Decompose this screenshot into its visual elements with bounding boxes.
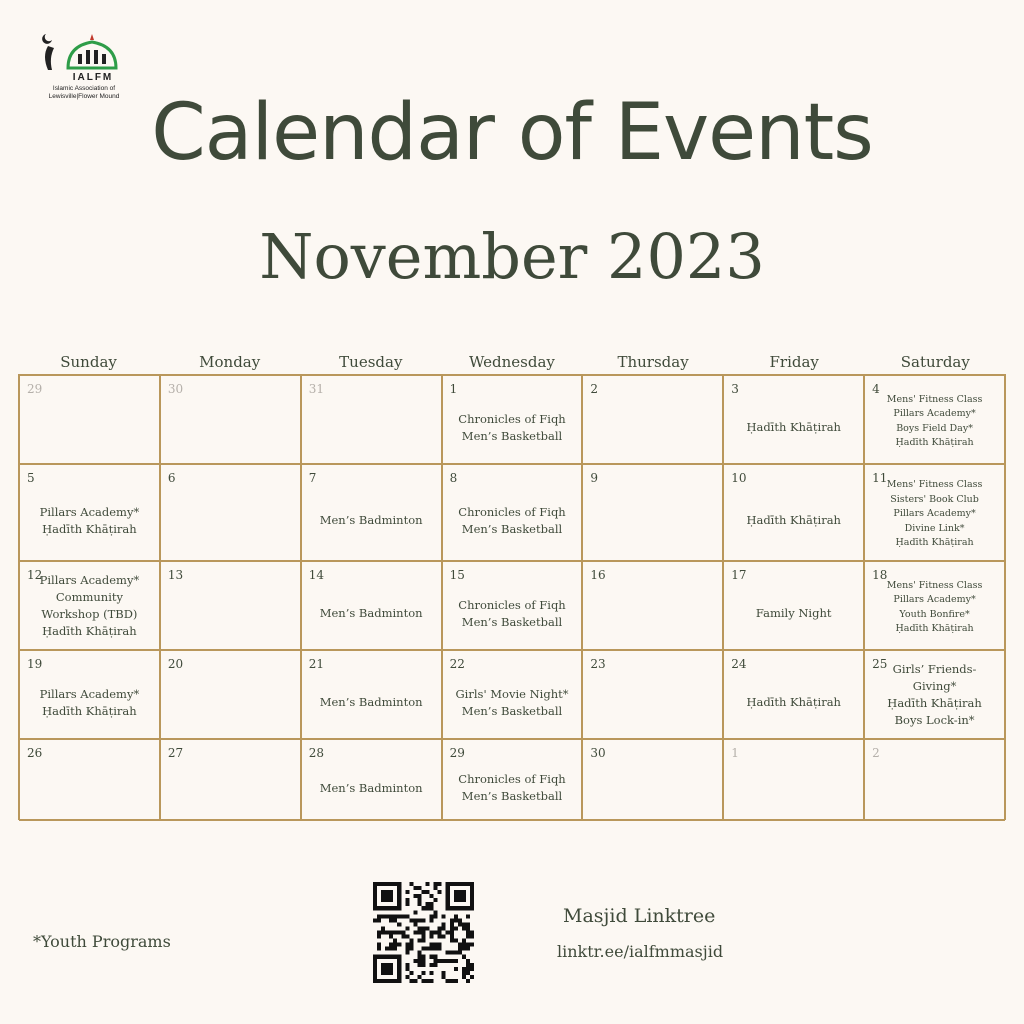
day-cell — [19, 561, 160, 650]
day-number: 29 — [27, 382, 43, 396]
day-cell — [160, 375, 301, 464]
month-title: November 2023 — [259, 220, 765, 293]
event-item: Pillars Academy* — [39, 572, 140, 587]
day-cell — [442, 739, 583, 821]
event-item: Giving* — [912, 678, 957, 693]
event-list — [724, 651, 863, 738]
day-cell — [442, 375, 583, 464]
event-list — [443, 562, 582, 649]
page-title: Calendar of Events — [151, 88, 873, 178]
day-cell — [19, 739, 160, 821]
event-item: Community — [55, 589, 123, 604]
event-list — [20, 562, 159, 649]
day-number: 31 — [308, 382, 324, 396]
event-list — [443, 740, 582, 820]
day-cell — [864, 561, 1005, 650]
event-item: Family Night — [755, 606, 832, 620]
event-item: Ḥadīth Khāṭirah — [887, 695, 982, 710]
qr-code-icon[interactable] — [373, 882, 474, 983]
event-item: Chronicles of Fiqh — [458, 597, 566, 612]
day-cell — [19, 375, 160, 464]
day-cell — [160, 464, 301, 561]
event-list — [724, 465, 863, 560]
event-item: Girls' Movie Night* — [455, 686, 569, 701]
event-list — [865, 376, 1004, 463]
event-item: Men’s Basketball — [461, 789, 563, 803]
day-cell — [864, 739, 1005, 821]
event-list — [20, 465, 159, 560]
event-item: Mens' Fitness Class — [886, 579, 983, 591]
day-cell — [582, 561, 723, 650]
day-number: 15 — [449, 568, 465, 582]
event-item: Divine Link* — [904, 522, 965, 534]
event-item: Men’s Badminton — [319, 513, 423, 527]
event-item: Ḥadīth Khāṭirah — [42, 623, 137, 638]
day-number: 13 — [167, 568, 184, 582]
event-item: Ḥadīth Khāṭirah — [746, 513, 841, 527]
day-cell — [582, 464, 723, 561]
day-number: 26 — [27, 746, 43, 760]
weekday-friday: Friday — [769, 353, 819, 371]
event-item: Ḥadīth Khāṭirah — [42, 521, 137, 536]
event-item: Youth Bonfire* — [899, 608, 970, 620]
day-number: 25 — [872, 657, 888, 671]
day-number: 6 — [167, 471, 176, 485]
day-number: 2 — [872, 746, 880, 760]
day-cell — [442, 464, 583, 561]
day-number: 9 — [590, 471, 599, 485]
day-cell — [864, 650, 1005, 739]
day-cell — [19, 650, 160, 739]
day-number: 1 — [449, 382, 458, 396]
weekday-saturday: Saturday — [900, 353, 970, 371]
event-list — [302, 465, 441, 560]
weekday-thursday: Thursday — [617, 353, 689, 371]
logo-text: IALFM — [72, 72, 114, 83]
event-item: Ḥadīth Khāṭirah — [895, 623, 974, 634]
event-item: Ḥadīth Khāṭirah — [746, 420, 841, 434]
linktree-title: Masjid Linktree — [563, 905, 716, 927]
event-item: Ḥadīth Khāṭirah — [895, 537, 974, 549]
day-cell — [864, 464, 1005, 561]
day-cell — [160, 739, 301, 821]
event-item: Ḥadīth Khāṭirah — [895, 437, 974, 448]
day-number: 14 — [308, 568, 324, 582]
day-number: 28 — [308, 746, 324, 760]
day-cell — [864, 375, 1005, 464]
event-list — [724, 376, 863, 463]
day-number: 19 — [27, 657, 43, 671]
event-item: Sisters' Book Club — [890, 493, 979, 505]
day-cell — [442, 561, 583, 650]
weekday-tuesday: Tuesday — [339, 353, 403, 371]
event-item: Mens' Fitness Class — [886, 393, 983, 405]
day-cell — [160, 561, 301, 650]
event-list — [443, 376, 582, 463]
day-cell — [442, 650, 583, 739]
day-number: 4 — [872, 382, 880, 396]
event-list — [724, 562, 863, 649]
day-cell — [301, 375, 442, 464]
day-cell — [582, 739, 723, 821]
youth-programs-note: *Youth Programs — [33, 932, 171, 951]
event-item: Girls’ Friends- — [892, 661, 977, 676]
event-item: Workshop (TBD) — [41, 606, 138, 621]
day-cell — [723, 650, 864, 739]
event-item: Men’s Badminton — [319, 780, 423, 795]
event-item: Men’s Basketball — [461, 703, 563, 718]
day-number: 20 — [167, 657, 184, 671]
day-number: 5 — [27, 471, 35, 485]
event-item: Pillars Academy* — [39, 686, 140, 701]
event-list — [865, 651, 1004, 738]
event-item: Men’s Basketball — [461, 614, 563, 629]
day-cell — [723, 464, 864, 561]
day-number: 16 — [590, 568, 606, 582]
event-item: Chronicles of Fiqh — [458, 411, 566, 426]
weekday-header — [18, 353, 1006, 371]
day-number: 23 — [590, 657, 606, 671]
day-number: 30 — [590, 746, 606, 760]
event-list — [865, 562, 1004, 649]
event-item: Men’s Basketball — [461, 428, 563, 443]
mosque-logo-icon — [38, 28, 128, 78]
day-number: 24 — [731, 657, 747, 671]
event-item: Chronicles of Fiqh — [458, 772, 566, 786]
day-number: 29 — [449, 746, 465, 760]
event-item: Men’s Badminton — [319, 606, 423, 620]
day-cell — [301, 650, 442, 739]
weekday-monday: Monday — [199, 353, 261, 371]
event-item: Boys Field Day* — [896, 422, 973, 434]
event-list — [443, 651, 582, 738]
day-number: 10 — [731, 471, 747, 485]
day-number: 8 — [449, 471, 458, 485]
calendar-grid — [18, 374, 1006, 820]
event-item: Men’s Badminton — [319, 695, 423, 709]
day-number: 17 — [731, 568, 747, 582]
day-number: 27 — [167, 746, 184, 760]
day-cell — [582, 650, 723, 739]
event-item: Chronicles of Fiqh — [458, 504, 566, 519]
day-number: 2 — [590, 382, 599, 396]
day-number: 12 — [27, 568, 43, 582]
day-cell — [582, 375, 723, 464]
day-number: 22 — [449, 657, 465, 671]
event-item: Ḥadīth Khāṭirah — [746, 695, 841, 709]
event-item: Men’s Basketball — [461, 521, 563, 536]
event-item: Mens' Fitness Class — [886, 479, 983, 491]
day-cell — [301, 561, 442, 650]
day-cell — [723, 375, 864, 464]
event-list — [443, 465, 582, 560]
event-item: Ḥadīth Khāṭirah — [42, 703, 137, 718]
event-list — [302, 740, 441, 820]
linktree-url[interactable]: linktr.ee/ialfmmasjid — [557, 942, 724, 961]
event-list — [20, 651, 159, 738]
day-number: 21 — [308, 657, 324, 671]
day-number: 1 — [731, 746, 739, 760]
event-list — [865, 465, 1004, 560]
event-list — [302, 651, 441, 738]
day-cell — [160, 650, 301, 739]
logo-subtitle: Islamic Association of Lewisville|Flower Mound — [48, 85, 120, 100]
weekday-sunday: Sunday — [60, 353, 117, 371]
day-cell — [19, 464, 160, 561]
day-cell — [301, 464, 442, 561]
day-number: 11 — [872, 471, 888, 485]
day-number: 30 — [167, 382, 184, 396]
weekday-wednesday: Wednesday — [468, 353, 555, 371]
day-cell — [723, 561, 864, 650]
event-item: Boys Lock-in* — [894, 712, 975, 727]
event-item: Pillars Academy* — [893, 408, 976, 419]
day-number: 7 — [308, 471, 317, 485]
day-cell — [723, 739, 864, 821]
event-item: Pillars Academy* — [893, 508, 976, 520]
day-cell — [301, 739, 442, 821]
event-list — [302, 562, 441, 649]
event-item: Pillars Academy* — [39, 504, 140, 519]
event-item: Pillars Academy* — [893, 594, 976, 605]
day-number: 3 — [731, 382, 739, 396]
day-number: 18 — [872, 568, 888, 582]
